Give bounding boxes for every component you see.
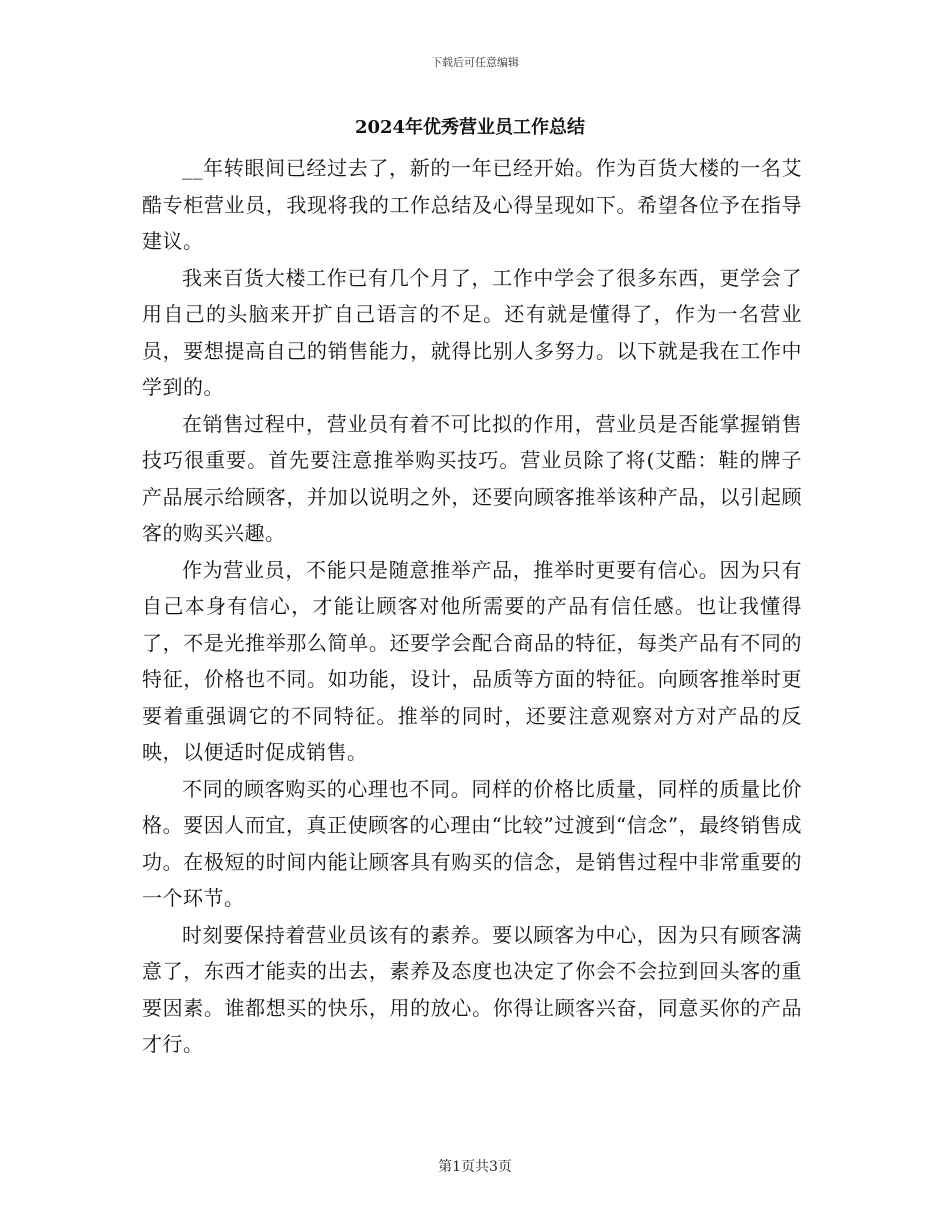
page-number: 第1页共3页 <box>438 1159 512 1175</box>
header-note: 下载后可任意编辑 <box>431 56 519 69</box>
paragraph-professionalism: 时刻要保持着营业员该有的素养。要以顾客为中心，因为只有顾客满意了，东西才能卖的出去，素养及态度也决定了你会不会拉到回头客的重要因素。谁都想买的快乐，用的放心。你得让顾客兴奋，同意买你的产品才行。 <box>142 922 802 1056</box>
document-title: 2024年优秀营业员工作总结 <box>354 117 586 138</box>
paragraph-intro: __年转眼间已经过去了，新的一年已经开始。作为百货大楼的一名艾酷专柜营业员，我现将我的工作总结及心得呈现如下。希望各位予在指导建议。 <box>142 156 802 253</box>
paragraph-confidence: 作为营业员，不能只是随意推举产品，推举时更要有信心。因为只有自己本身有信心，才能让顾客对他所需要的产品有信任感。也让我懂得了，不是光推举那么简单。还要学会配合商品的特征，每类产品有不同的特征，价格也不同。如功能，设计，品质等方面的特征。向顾客推举时更要着重强调它的不同特征。推举的同时，还要注意观察对方对产品的反映，以便适时促成销售。 <box>142 557 802 764</box>
paragraph-customer-psychology: 不同的顾客购买的心理也不同。同样的价格比质量，同样的质量比价格。要因人而宜，真正使顾客的心理由“比较”过渡到“信念”，最终销售成功。在极短的时间内能让顾客具有购买的信念，是销售过程中非常重要的一个环节。 <box>142 776 802 910</box>
document-body <box>142 150 802 1063</box>
paragraph-learning: 我来百货大楼工作已有几个月了，工作中学会了很多东西，更学会了用自己的头脑来开扩自己语言的不足。还有就是懂得了，作为一名营业员，要想提高自己的销售能力，就得比别人多努力。以下就是我在工作中学到的。 <box>142 265 802 399</box>
paragraph-sales-skills: 在销售过程中，营业员有着不可比拟的作用，营业员是否能掌握销售技巧很重要。首先要注意推举购买技巧。营业员除了将(艾酷：鞋的牌子产品展示给顾客，并加以说明之外，还要向顾客推举该种产品，以引起顾客的购买兴趣。 <box>142 411 802 545</box>
